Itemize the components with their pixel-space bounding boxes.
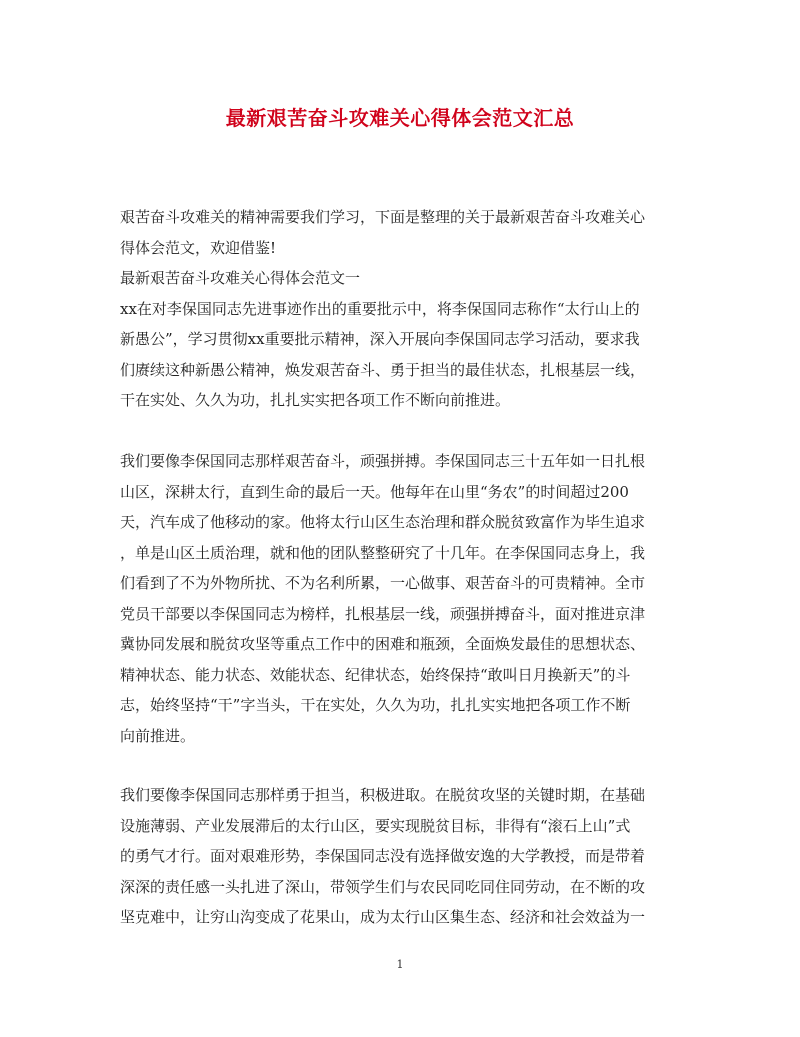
text-line: 干在实处、久久为功，扎扎实实把各项工作不断向前推进。 — [120, 391, 511, 409]
text-line: ，单是山区土质治理，就和他的团队整整研究了十几年。在李保国同志身上，我 — [120, 543, 646, 562]
text-line: 党员干部要以李保国同志为榜样，扎根基层一线，顽强拼搏奋斗，面对推进京津 — [120, 604, 646, 623]
text-line: 向前推进。 — [120, 726, 196, 745]
section-heading: 最新艰苦奋斗攻难关心得体会范文一 — [120, 269, 361, 287]
text-line: 精神状态、能力状态、效能状态、纪律状态，始终保持“敢叫日月换新天”的斗 — [120, 665, 631, 684]
text-line: xx在对李保国同志先进事迹作出的重要批示中，将李保国同志称作“太行山上的 — [120, 299, 640, 318]
page-number: 1 — [396, 958, 404, 971]
paragraph-2 — [120, 446, 682, 751]
text-line: 们赓续这种新愚公精神，焕发艰苦奋斗、勇于担当的最佳状态，扎根基层一线， — [120, 360, 646, 379]
text-line: 得体会范文，欢迎借鉴! — [120, 238, 277, 257]
text-line: 艰苦奋斗攻难关的精神需要我们学习，下面是整理的关于最新艰苦奋斗攻难关心 — [120, 208, 646, 226]
text-line: 们看到了不为外物所扰、不为名利所累，一心做事、艰苦奋斗的可贵精神。全市 — [120, 574, 646, 592]
text-line: 深深的责任感一头扎进了深山，带领学生们与农民同吃同住同劳动，在不断的攻 — [120, 877, 646, 896]
text-line: 我们要像李保国同志那样艰苦奋斗，顽强拼搏。李保国同志三十五年如一日扎根 — [120, 452, 646, 470]
paragraph-3 — [120, 780, 682, 933]
document-title: 最新艰苦奋斗攻难关心得体会范文汇总 — [225, 106, 575, 130]
text-line: 坚克难中，让穷山沟变成了花果山，成为太行山区集生态、经济和社会效益为一 — [120, 908, 646, 926]
text-line: 我们要像李保国同志那样勇于担当，积极进取。在脱贫攻坚的关键时期，在基础 — [120, 786, 646, 804]
text-line: 的勇气才行。面对艰难形势，李保国同志没有选择做安逸的大学教授，而是带着 — [120, 847, 646, 865]
intro-block — [120, 202, 682, 416]
text-line: 志，始终坚持“干”字当头，干在实处，久久为功，扎扎实实地把各项工作不断 — [120, 696, 631, 714]
text-line: 山区，深耕太行，直到生命的最后一天。他每年在山里“务农”的时间超过200 — [120, 482, 629, 501]
text-line: 新愚公”，学习贯彻xx重要批示精神，深入开展向李保国同志学习活动，要求我 — [120, 330, 640, 348]
text-line: 天，汽车成了他移动的家。他将太行山区生态治理和群众脱贫致富作为毕生追求 — [120, 513, 646, 531]
text-line: 冀协同发展和脱贫攻坚等重点工作中的困难和瓶颈，全面焕发最佳的思想状态、 — [120, 635, 646, 653]
text-line: 设施薄弱、产业发展滞后的太行山区，要实现脱贫目标，非得有“滚石上山”式 — [120, 816, 631, 835]
